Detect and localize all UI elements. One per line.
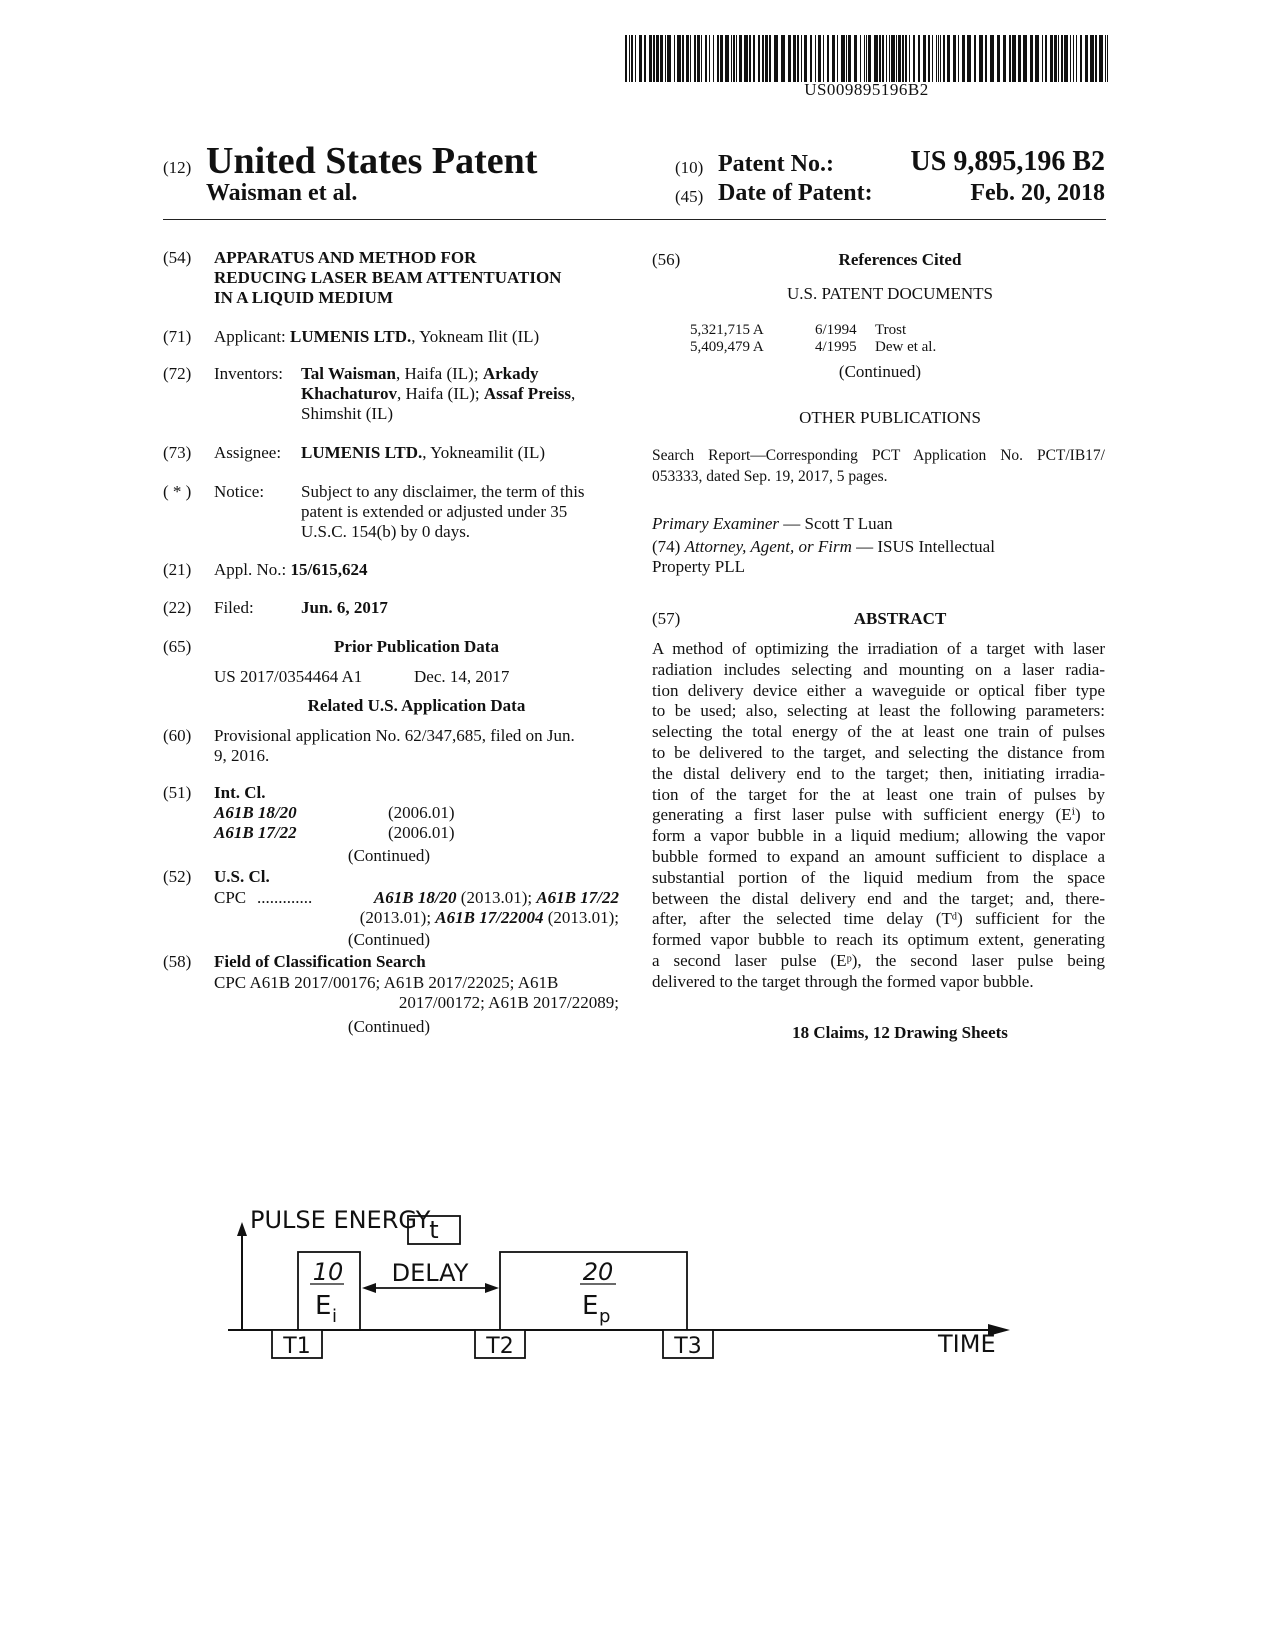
barcode-bar [793,35,796,82]
barcode-bar [656,35,659,82]
barcode-bar [953,35,956,82]
code-21: (21) [163,560,192,579]
primary-examiner [652,514,1105,534]
barcode-bar [686,35,689,82]
assignee-name: LUMENIS LTD. [301,443,423,462]
barcode-bar [928,35,930,82]
authors: Waisman et al. [206,180,358,206]
other-publication-line: Search Report—Corresponding PCT Application No. PCT/IB17/ [652,447,1105,464]
code-notice: ( * ) [163,482,192,501]
other-publication-line: 053333, dated Sep. 19, 2017, 5 pages. [652,468,888,485]
barcode-bar [674,35,675,82]
pulse-1-ref: 10 [312,1258,344,1286]
filed-label: Filed: [214,598,254,617]
barcode-bar [866,35,867,82]
barcode-bar [758,35,760,82]
barcode-bar [1050,35,1053,82]
inventors-label: Inventors: [214,364,283,383]
pulse-1-subscript: i [332,1306,338,1327]
examiner-separator: — [779,514,805,533]
provisional-application [214,726,624,766]
barcode-bar [660,35,663,82]
y-axis-arrow [237,1222,247,1236]
patent-title-heading: United States Patent [206,140,538,182]
barcode-bar [860,35,861,82]
barcode-bar [947,35,950,82]
barcode-bar [739,35,742,82]
attorney [652,537,1105,577]
delay-label: DELAY [391,1259,469,1287]
abstract-line: bubble formed to expand an amount sufficient to displace a [652,846,1105,866]
applicant [214,327,634,347]
attorney-separator: — [851,537,878,556]
barcode-bar [1054,35,1057,82]
barcode-bar [762,35,764,82]
barcode-bar [725,35,729,82]
field-of-search-heading: Field of Classification Search [214,952,426,971]
barcode-bar [665,35,666,82]
barcode-bar [913,35,915,82]
date-of-patent-label: Date of Patent: [718,180,873,206]
barcode-bar [694,35,696,82]
pulse-2-subscript: p [599,1306,611,1327]
abstract-line: to be used; also, selecting at least the following parameters: [652,701,1105,721]
field-cpc-line-1: CPC A61B 2017/00176; A61B 2017/22025; A61B [214,973,559,992]
barcode-bar [731,35,732,82]
barcode-bar [797,35,799,82]
barcode-bar [905,35,907,82]
abstract-line: tion delivery device either a waveguide or optical fiber type [652,680,1105,700]
other-publication [652,445,1105,487]
barcode-bar [1042,35,1043,82]
barcode-bar [1085,35,1088,82]
abstract-line: radiation includes selecting and mounting on a laser radia- [652,659,1105,679]
inventor-name: Arkady [482,364,539,383]
invention-title-line: IN A LIQUID MEDIUM [214,288,393,307]
pulse-1-symbol: E [315,1291,332,1321]
barcode-bar [1076,35,1077,82]
prior-publication-heading: Prior Publication Data [334,637,499,656]
code-74: (74) [652,537,681,556]
barcode-bar [967,35,971,82]
barcode-bar [753,35,755,82]
cpc-line-2 [300,908,619,928]
cpc-year: (2013.01); [460,888,533,907]
us-patent-documents-heading: U.S. PATENT DOCUMENTS [787,284,993,303]
pulse-2-symbol: E [582,1291,599,1321]
barcode-bar [1061,35,1063,82]
barcode-bar [804,35,807,82]
abstract-line: between the distal delivery end and the target; and, there- [652,888,1105,908]
code-52: (52) [163,867,192,886]
barcode-bar [832,35,835,82]
barcode-bar [936,35,937,82]
barcode-bar [848,35,851,82]
invention-title-line: APPARATUS AND METHOD FOR [214,248,477,267]
abstract-heading: ABSTRACT [853,609,947,628]
barcode-bar [781,35,785,82]
barcode-bar [644,35,646,82]
barcode-bar [997,35,1000,82]
barcode-bar [932,35,933,82]
barcode-bar [1095,35,1097,82]
barcode-bar [882,35,884,82]
barcode-bar [667,35,671,82]
abstract-text [652,639,1105,993]
barcode-bar [788,35,791,82]
inventors-list [301,364,621,424]
int-cl-year: (2006.01) [388,823,455,842]
abstract-line: substantial portion of the liquid medium from the space [652,867,1105,887]
abstract-line: delivered to the target through the formed vapor bubble. [652,971,1034,991]
abstract-line: formed vapor bubble to reach its optimum extent, generating [652,930,1105,950]
notice-line: Subject to any disclaimer, the term of this [301,482,585,501]
barcode-bar [705,35,707,82]
code-10: (10) [675,158,704,177]
appl-no: 15/615,624 [290,560,368,579]
barcode-bar [1064,35,1068,82]
x-axis-label: TIME [938,1330,996,1358]
provisional-line: 9, 2016. [214,746,270,765]
inventor-location: , Haifa (IL); [395,364,479,383]
barcode-bar [801,35,802,82]
barcode-bar [879,35,881,82]
patent-number: US 9,895,196 B2 [910,146,1105,177]
code-73: (73) [163,443,192,462]
applicant-label: Applicant: [214,327,286,346]
inventor-location: , Haifa (IL); [397,384,480,403]
barcode-bar [697,35,700,82]
delay-arrow-right-head [485,1283,499,1293]
barcode-bar [962,35,965,82]
barcode-bar [1090,35,1094,82]
notice-line: patent is extended or adjusted under 35 [301,502,568,521]
code-12: (12) [163,158,192,177]
code-65: (65) [163,637,192,656]
barcode-bar [891,35,895,82]
code-72: (72) [163,364,192,383]
barcode-bar [690,35,691,82]
ref-number: 5,321,715 A [690,322,764,338]
barcode-bar [1018,35,1021,82]
barcode-bar [769,35,771,82]
invention-title [214,248,634,308]
continued-note: (Continued) [838,362,922,381]
cpc-code: A61B 17/22 [536,888,619,907]
abstract-line: A method of optimizing the irradiation of a target with laser [652,639,1105,658]
cpc-line-1 [334,888,619,908]
cpc-code: A61B 18/20 [373,888,457,907]
barcode-bar [677,35,681,82]
barcode-bar [653,35,655,82]
date-of-patent: Feb. 20, 2018 [970,180,1105,206]
filed-date: Jun. 6, 2017 [301,598,388,617]
pulse-2-ref: 20 [582,1258,614,1286]
abstract-line: selecting the total energy of the at least one train of pulses [652,722,1105,742]
invention-title-line: REDUCING LASER BEAM ATTENTUATION [214,268,562,287]
barcode-bar [823,35,824,82]
barcode-bar [635,35,636,82]
references-cited-heading: References Cited [838,250,962,269]
notice-text [301,482,619,542]
t1-label: T1 [283,1334,311,1359]
barcode-bar [1003,35,1006,82]
code-58: (58) [163,952,192,971]
barcode-bar [837,35,838,82]
continued-note: (Continued) [347,846,431,865]
claims-and-drawing-sheets: 18 Claims, 12 Drawing Sheets [792,1023,1008,1042]
int-cl-heading: Int. Cl. [214,783,266,802]
t3-label: T3 [674,1334,702,1359]
applicant-location: , Yokneam Ilit (IL) [411,327,540,346]
barcode-bar [1012,35,1016,82]
barcode-bar [1107,35,1108,82]
y-axis-label: PULSE ENERGY [250,1206,431,1234]
barcode-bar [815,35,816,82]
ref-name: Dew et al. [875,339,937,355]
barcode [625,35,1108,82]
barcode-bar [898,35,901,82]
barcode-bar [1073,35,1074,82]
abstract-line: form a vapor bubble in a liquid medium; allowing the vapor [652,826,1105,846]
assignee-location: , Yokneamilit (IL) [422,443,546,462]
barcode-bar [1023,35,1027,82]
abstract-line: after, after the selected time delay (Tᵈ) sufficient for the [652,909,1105,929]
prior-publication-date: Dec. 14, 2017 [414,667,510,686]
notice-line: U.S.C. 154(b) by 0 days. [301,522,471,541]
barcode-bar [846,35,847,82]
barcode-bar [682,35,684,82]
barcode-bar [886,35,887,82]
assignee-label: Assignee: [214,443,282,462]
appl-label: Appl. No.: [214,560,287,579]
delay-box-label: t [429,1216,439,1244]
code-60: (60) [163,726,192,745]
barcode-bar [774,35,778,82]
barcode-bar [868,35,871,82]
barcode-bar [974,35,976,82]
prior-publication-number: US 2017/0354464 A1 [214,667,363,686]
barcode-bar [909,35,910,82]
application-number [214,560,367,580]
code-56: (56) [652,250,681,269]
code-71: (71) [163,327,192,346]
barcode-bar [985,35,987,82]
barcode-bar [827,35,829,82]
barcode-bar [940,35,941,82]
barcode-bar [733,35,735,82]
attorney-name: ISUS Intellectual [877,537,995,556]
patent-no-label: Patent No.: [718,151,834,177]
cpc-year: (2013.01); [547,908,619,927]
ref-date: 4/1995 [815,339,857,355]
barcode-bar [958,35,959,82]
barcode-bar [639,35,642,82]
examiner-name: Scott T Luan [804,514,893,533]
inventor-separator: , [570,384,576,403]
barcode-bar [749,35,751,82]
barcode-bar [990,35,994,82]
barcode-bar [1009,35,1011,82]
barcode-bar [902,35,904,82]
abstract-line: generating a first laser pulse with sufficient energy (Eⁱ) to [652,805,1105,825]
inventor-name: Tal Waisman [301,364,396,383]
cpc-dots: ............. [257,888,313,907]
barcode-bar [896,35,897,82]
barcode-bar [918,35,920,82]
barcode-bar [810,35,812,82]
cpc-code: A61B 17/22004 [435,908,544,927]
barcode-bar [818,35,821,82]
t2-label: T2 [486,1334,514,1359]
barcode-bar [765,35,768,82]
applicant-name: LUMENIS LTD. [290,327,412,346]
barcode-bar [854,35,857,82]
other-publications-heading: OTHER PUBLICATIONS [799,408,981,427]
barcode-bar [938,35,939,82]
barcode-bar [864,35,865,82]
code-57: (57) [652,609,681,628]
inventor-location: Shimshit (IL) [301,404,394,423]
continued-note: (Continued) [347,1017,431,1036]
barcode-bar [841,35,845,82]
barcode-bar [629,35,630,82]
barcode-bar [744,35,748,82]
barcode-bar [1058,35,1059,82]
barcode-bar [923,35,926,82]
barcode-bar [1080,35,1082,82]
ref-date: 6/1994 [815,322,857,338]
barcode-bar [713,35,714,82]
barcode-bar [701,35,702,82]
barcode-bar [720,35,723,82]
code-22: (22) [163,598,192,617]
barcode-bar [631,35,633,82]
barcode-bar [1045,35,1047,82]
int-cl-code: A61B 18/20 [214,803,297,822]
barcode-bar [625,35,627,82]
barcode-bar [874,35,878,82]
barcode-bar [1035,35,1039,82]
code-51: (51) [163,783,192,802]
int-cl-code: A61B 17/22 [214,823,297,842]
barcode-bar [717,35,719,82]
examiner-label: Primary Examiner [652,514,780,533]
barcode-bar [709,35,710,82]
barcode-bar [1099,35,1103,82]
barcode-bar [736,35,737,82]
ref-name: Trost [875,322,907,338]
abstract-line: tion of the target for the at least one train of pulses by [652,784,1105,804]
ref-number: 5,409,479 A [690,339,764,355]
cpc-year: (2013.01); [359,908,432,927]
header-divider [163,219,1106,220]
cpc-label: CPC [214,888,247,907]
barcode-bar [1105,35,1106,82]
attorney-name: Property PLL [652,557,746,576]
barcode-bar [649,35,652,82]
int-cl-year: (2006.01) [388,803,455,822]
notice-label: Notice: [214,482,265,501]
assignee [301,443,621,463]
barcode-bar [979,35,983,82]
code-54: (54) [163,248,192,267]
barcode-bar [1070,35,1071,82]
pulse-timing-diagram [220,1200,1020,1380]
delay-arrow-left-head [362,1283,376,1293]
barcode-bar [1030,35,1033,82]
abstract-line: the distal delivery end to the target; then, initiating irradia- [652,763,1105,783]
barcode-number: US009895196B2 [804,80,929,99]
abstract-line: a second laser pulse (Eᵖ), the second laser pulse being [652,950,1105,970]
code-45: (45) [675,187,704,206]
barcode-bar [943,35,945,82]
provisional-line: Provisional application No. 62/347,685, filed on Jun. [214,726,575,745]
inventor-name: Khachaturov [301,384,398,403]
us-cl-heading: U.S. Cl. [214,867,270,886]
inventor-name: Assaf Preiss [483,384,571,403]
field-cpc-line-2: 2017/00172; A61B 2017/22089; [398,993,619,1012]
attorney-label: Attorney, Agent, or Firm [684,537,852,556]
abstract-line: to be delivered to the target, and selecting the distance from [652,742,1105,762]
continued-note: (Continued) [347,930,431,949]
barcode-bar [889,35,890,82]
related-application-heading: Related U.S. Application Data [307,696,526,715]
